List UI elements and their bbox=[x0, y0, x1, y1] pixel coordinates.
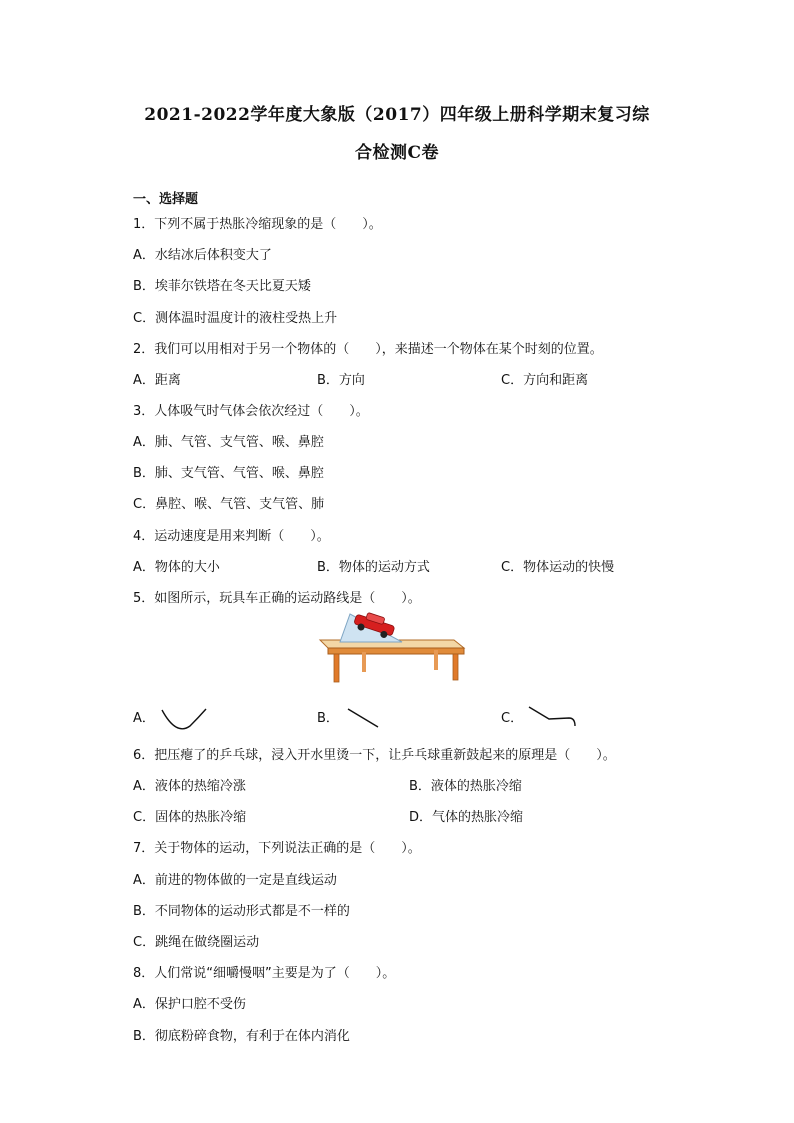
q7-option-a: A．前进的物体做的一定是直线运动 bbox=[133, 873, 337, 888]
page-title-line-2: 合检测C卷 bbox=[354, 143, 440, 163]
q3-stem: 3．人体吸气时气体会依次经过（ ）。 bbox=[133, 404, 369, 419]
q3-option-c: C．鼻腔、喉、气管、支气管、肺 bbox=[133, 497, 325, 512]
q4-option-c: C．物体运动的快慢 bbox=[501, 560, 615, 575]
q6-option-b: B．液体的热胀冷缩 bbox=[409, 779, 522, 794]
q2-option-c: C．方向和距离 bbox=[501, 373, 589, 388]
q1-option-b: B．埃菲尔铁塔在冬天比夏天矮 bbox=[133, 279, 311, 294]
q5-stem: 5．如图所示，玩具车正确的运动路线是（ ）。 bbox=[133, 591, 421, 606]
q3-option-b: B．肺、支气管、气管、喉、鼻腔 bbox=[133, 466, 324, 481]
q5-option-b: B． bbox=[317, 711, 339, 726]
q8-stem: 8．人们常说“细嚼慢咽”主要是为了（ ）。 bbox=[133, 966, 396, 981]
q5-option-c-path bbox=[527, 704, 581, 730]
q4-option-a: A．物体的大小 bbox=[133, 560, 220, 575]
q1-option-a: A．水结冰后体积变大了 bbox=[133, 248, 272, 263]
q7-option-c: C．跳绳在做绕圈运动 bbox=[133, 935, 260, 950]
q2-stem: 2．我们可以用相对于另一个物体的（ ），来描述一个物体在某个时刻的位置。 bbox=[133, 342, 603, 357]
q5-option-a-curve bbox=[160, 706, 210, 732]
q8-option-a: A．保护口腔不受伤 bbox=[133, 997, 246, 1012]
q4-option-b: B．物体的运动方式 bbox=[317, 560, 430, 575]
q1-option-c: C．测体温时温度计的液柱受热上升 bbox=[133, 311, 338, 326]
q6-option-c: C．固体的热胀冷缩 bbox=[133, 810, 247, 825]
q7-stem: 7．关于物体的运动，下列说法正确的是（ ）。 bbox=[133, 841, 421, 856]
toy-car-ramp-illustration bbox=[314, 612, 466, 684]
q2-option-a: A．距离 bbox=[133, 373, 181, 388]
q7-option-b: B．不同物体的运动形式都是不一样的 bbox=[133, 904, 350, 919]
q6-option-a: A．液体的热缩冷涨 bbox=[133, 779, 246, 794]
q5-option-c: C． bbox=[501, 711, 524, 726]
q5-option-b-line bbox=[345, 706, 381, 730]
q4-stem: 4．运动速度是用来判断（ ）。 bbox=[133, 529, 330, 544]
q5-option-a: A． bbox=[133, 711, 155, 726]
section-heading: 一、选择题 bbox=[133, 192, 199, 207]
page-title-line-1: 2021-2022学年度大象版（2017）四年级上册科学期末复习综 bbox=[144, 105, 650, 125]
q1-stem: 1．下列不属于热胀冷缩现象的是（ ）。 bbox=[133, 217, 382, 232]
q2-option-b: B．方向 bbox=[317, 373, 365, 388]
q6-option-d: D．气体的热胀冷缩 bbox=[409, 810, 524, 825]
q3-option-a: A．肺、气管、支气管、喉、鼻腔 bbox=[133, 435, 324, 450]
q6-stem: 6．把压瘪了的乒乓球，浸入开水里烫一下，让乒乓球重新鼓起来的原理是（ ）。 bbox=[133, 748, 616, 763]
q8-option-b: B．彻底粉碎食物，有利于在体内消化 bbox=[133, 1029, 350, 1044]
